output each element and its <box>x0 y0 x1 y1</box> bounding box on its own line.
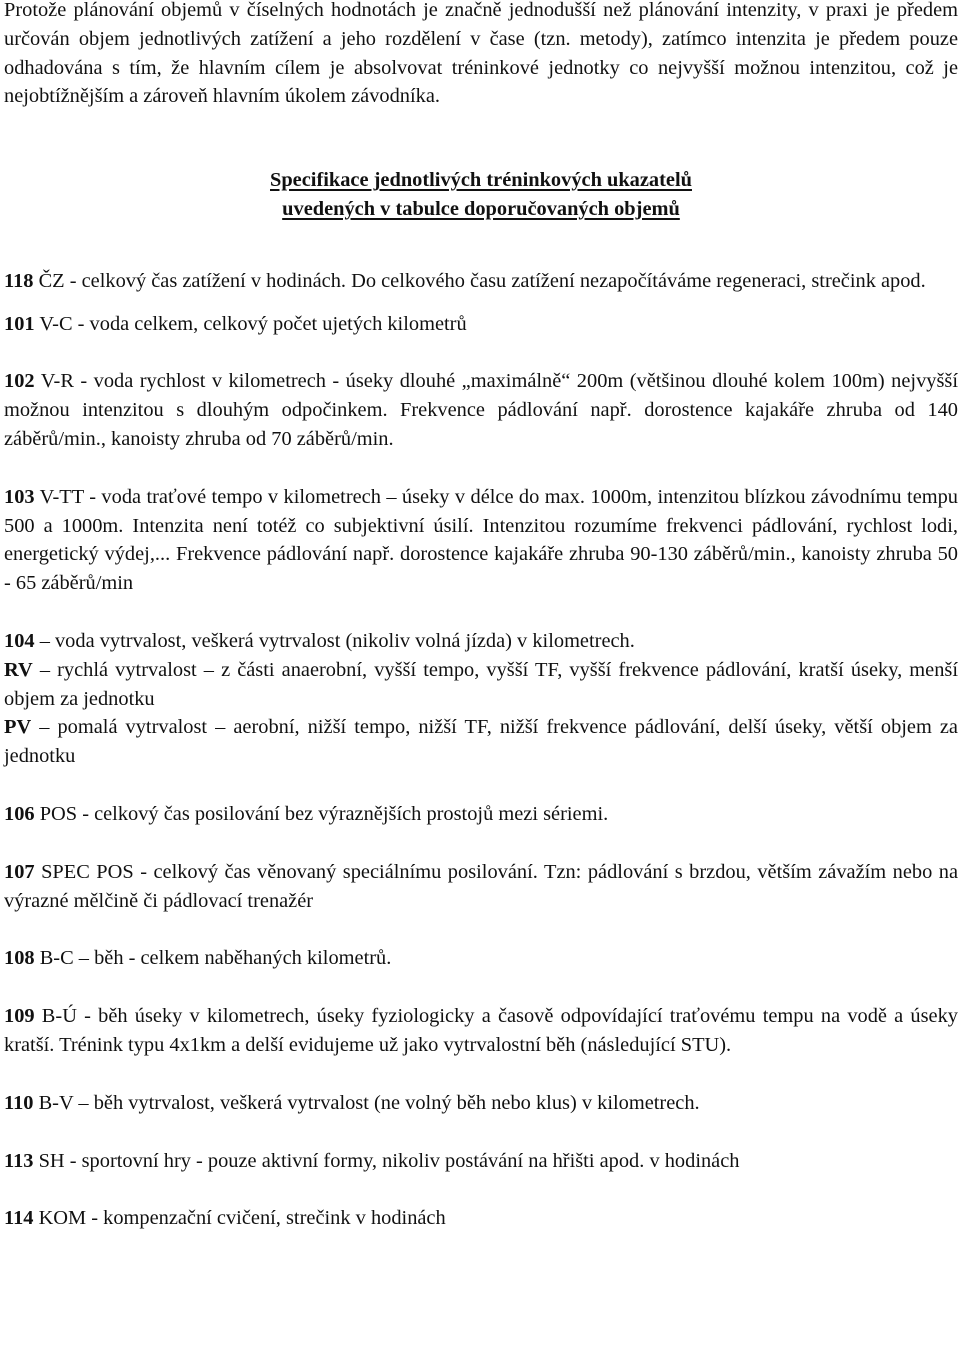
item-text: SPEC POS - celkový čas věnovaný speciálnímu posilování. Tzn: pádlování s brzdou, větším závažím nebo na výrazné mělčině či pádlovací trenažér <box>4 860 958 912</box>
item-102 <box>4 367 958 453</box>
item-number: 109 <box>4 1005 35 1028</box>
item-103 <box>4 483 958 598</box>
item-number: RV <box>4 658 33 681</box>
item-number: 106 <box>4 802 35 825</box>
heading-line-2: uvedených v tabulce doporučovaných objemů <box>282 197 680 220</box>
item-106 <box>4 800 958 829</box>
item-number: 113 <box>4 1149 34 1172</box>
item-number: PV <box>4 716 32 739</box>
item-118 <box>4 267 958 296</box>
heading-line-1: Specifikace jednotlivých tréninkových ukazatelů <box>270 169 692 192</box>
item-108 <box>4 944 958 973</box>
item-pv <box>4 713 958 771</box>
item-109 <box>4 1002 958 1060</box>
item-text: V-R - voda rychlost v kilometrech - úseky dlouhé „maximálně“ 200m (většinou dlouhé kolem 100m) nejvyšší možnou intenzitou s dlouhým odpočinkem. Frekvence pádlování např. dorostence kajakáře zhruba od 140 záběrů/min., kanoisty zhruba od 70 záběrů/min. <box>4 370 958 450</box>
item-text: V-C - voda celkem, celkový počet ujetých kilometrů <box>34 312 467 335</box>
item-number: 104 <box>4 629 35 652</box>
item-rv <box>4 656 958 714</box>
item-114 <box>4 1204 958 1233</box>
item-number: 107 <box>4 860 35 883</box>
item-number: 102 <box>4 370 35 393</box>
item-text: – rychlá vytrvalost – z části anaerobní, vyšší tempo, vyšší TF, vyšší frekvence pádlování, kratší úseky, menší objem za jednotku <box>4 658 958 710</box>
item-text: B-V – běh vytrvalost, veškerá vytrvalost (ne volný běh nebo klus) v kilometrech. <box>33 1091 700 1114</box>
intro-paragraph: Protože plánování objemů v číselných hodnotách je značně jednodušší než plánování intenzity, v praxi je předem určován objem jednotlivých zatížení a jeho rozdělení v čase (tzn. metody), zatímco intenzita je předem pouze odhadována s tím, že hlavním cílem je absolvovat tréninkové jednotky co nejvyšší možnou intenzitou, což je nejobtížnějším a zároveň hlavním úkolem závodníka. <box>4 0 958 108</box>
item-text: POS - celkový čas posilování bez výraznějších prostojů mezi sériemi. <box>34 802 609 825</box>
section-heading <box>4 166 958 224</box>
item-text: – voda vytrvalost, veškerá vytrvalost (nikoliv volná jízda) v kilometrech. <box>34 629 635 652</box>
item-text: – pomalá vytrvalost – aerobní, nižší tempo, nižší TF, nižší frekvence pádlování, delší úseky, větší objem za jednotku <box>4 716 958 768</box>
item-number: 114 <box>4 1207 34 1230</box>
item-text: B-Ú - běh úseky v kilometrech, úseky fyziologicky a časově odpovídající traťovému tempu na vodě a úseky kratší. Trénink typu 4x1km a delší evidujeme už jako vytrvalostní běh (následující STU). <box>4 1005 958 1056</box>
item-107 <box>4 858 958 916</box>
item-number: 103 <box>4 485 35 508</box>
item-110 <box>4 1089 958 1118</box>
item-113 <box>4 1147 958 1176</box>
item-101 <box>4 310 958 339</box>
document-page <box>4 0 958 1233</box>
item-text: SH - sportovní hry - pouze aktivní formy, nikoliv postávání na hřišti apod. v hodinách <box>33 1149 740 1172</box>
item-text: KOM - kompenzační cvičení, strečink v hodinách <box>33 1207 446 1230</box>
item-104 <box>4 627 958 656</box>
item-text: V-TT - voda traťové tempo v kilometrech – úseky v délce do max. 1000m, intenzitou blízkou závodnímu tempu 500 a 1000m. Intenzita není totéž co subjektivní úsilí. Intenzitou rozumíme frekvenci pádlování, rychlost lodi, energetický výdej,... Frekvence pádlování např. dorostence kajakáře zhruba 90-130 záběrů/min., kanoisty zhruba 50 - 65 záběrů/min <box>4 485 958 595</box>
item-text: B-C – běh - celkem naběhaných kilometrů. <box>34 947 392 970</box>
item-text: ČZ - celkový čas zatížení v hodinách. Do celkového času zatížení nezapočítáváme regeneraci, strečink apod. <box>33 269 926 292</box>
item-number: 108 <box>4 947 35 970</box>
item-number: 118 <box>4 269 34 292</box>
item-number: 101 <box>4 312 35 335</box>
item-number: 110 <box>4 1091 34 1114</box>
